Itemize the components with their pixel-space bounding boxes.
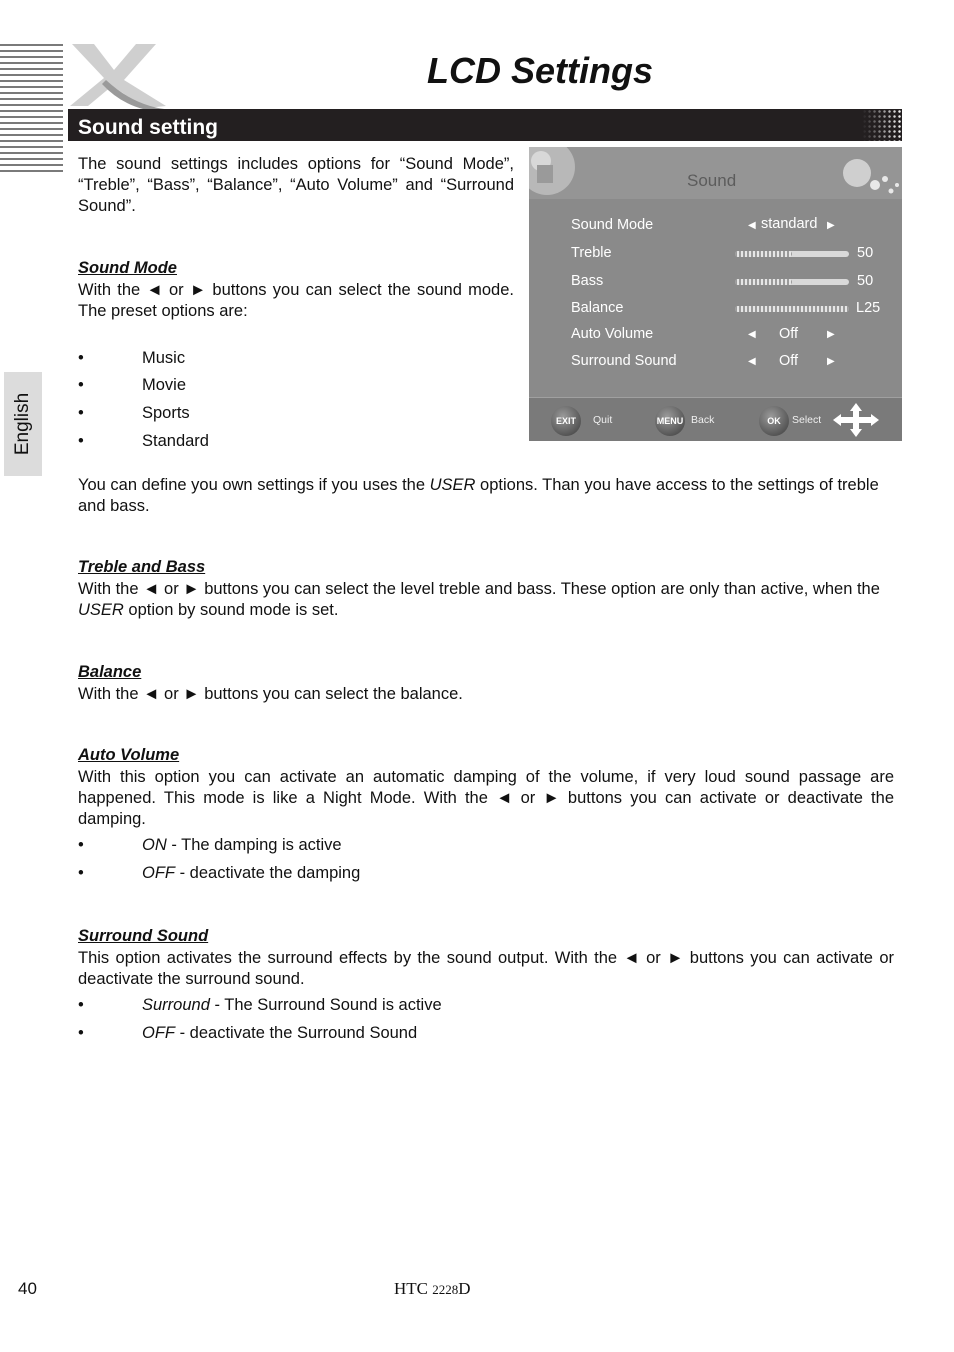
language-label: English bbox=[12, 392, 33, 456]
arrow-left-icon: ◀ bbox=[748, 329, 756, 340]
header-stripes bbox=[0, 44, 63, 172]
surround-heading: Surround Sound bbox=[78, 927, 209, 945]
list-item: • Sports bbox=[78, 404, 190, 422]
ok-button[interactable]: OK bbox=[759, 406, 789, 436]
intro-text: The sound settings includes options for “Sound Mode”, “Treble”, “Bass”, “Balance”, “Auto Volume” and “Surround Sound”. bbox=[78, 155, 514, 215]
sound-mode-text: With the ◄ or ► buttons you can select the sound mode. The preset options are: bbox=[78, 281, 514, 320]
section-title: Sound setting bbox=[78, 116, 218, 139]
balance-slider bbox=[735, 306, 849, 312]
model-name: HTC 2228D bbox=[394, 1279, 471, 1298]
arrow-left-icon: ◀ bbox=[748, 356, 756, 367]
osd-row-auto-volume: Auto Volume bbox=[571, 326, 654, 342]
list-item: • Standard bbox=[78, 432, 209, 450]
sound-mode-heading: Sound Mode bbox=[78, 259, 177, 277]
list-item: • Music bbox=[78, 349, 186, 367]
navigation-arrows-icon bbox=[831, 402, 881, 438]
osd-row-bass: Bass bbox=[571, 273, 604, 289]
brand-x-logo bbox=[66, 40, 176, 112]
sound-mode-option: Standard bbox=[142, 432, 209, 450]
sound-menu-screenshot bbox=[529, 147, 902, 441]
treble-slider bbox=[735, 251, 849, 257]
page-title: LCD Settings bbox=[426, 50, 653, 91]
sound-mode-option: Sports bbox=[142, 404, 190, 422]
arrow-right-icon: ▶ bbox=[827, 329, 835, 340]
sound-mode-option: Movie bbox=[142, 376, 187, 394]
arrow-left-icon: ◀ bbox=[748, 220, 756, 231]
osd-row-treble: Treble bbox=[571, 245, 612, 261]
list-item: • Surround - The Surround Sound is active bbox=[78, 996, 442, 1014]
arrow-right-icon: ▶ bbox=[827, 220, 835, 231]
sound-mode-option: Music bbox=[142, 349, 186, 367]
osd-value-treble: 50 bbox=[857, 245, 874, 261]
page-number: 40 bbox=[18, 1279, 37, 1298]
treble-bass-text: With the ◄ or ► buttons you can select the level treble and bass. These option are only than active, when the USER option by sound mode is set. bbox=[78, 580, 880, 619]
bubbles-icon bbox=[839, 155, 902, 199]
list-item: • OFF - deactivate the Surround Sound bbox=[78, 1024, 418, 1042]
osd-row-sound-mode: Sound Mode bbox=[571, 217, 654, 233]
menu-button[interactable]: MENU bbox=[655, 406, 685, 436]
osd-title: Sound bbox=[687, 171, 737, 190]
list-item: • Movie bbox=[78, 376, 187, 394]
language-tab bbox=[4, 372, 42, 476]
auto-volume-heading: Auto Volume bbox=[78, 746, 180, 764]
osd-value-sound-mode: standard bbox=[761, 216, 818, 232]
balance-text: With the ◄ or ► buttons you can select the balance. bbox=[78, 685, 463, 703]
auto-volume-text: With this option you can activate an automatic damping of the volume, if very loud sound passage are happened. This mode is like a Night Mode. With the ◄ or ► buttons you can activate or deactivate the damping. bbox=[78, 768, 894, 828]
osd-value-surround: Off bbox=[779, 353, 799, 369]
speaker-icon bbox=[529, 147, 579, 199]
bass-slider bbox=[735, 279, 849, 285]
user-settings-text: You can define you own settings if you uses the USER options. Than you have access to the settings of treble and bass. bbox=[78, 476, 879, 515]
surround-text: This option activates the surround effects by the sound output. With the ◄ or ► buttons you can activate or deactivate the surround sound. bbox=[78, 949, 894, 988]
treble-bass-heading: Treble and Bass bbox=[78, 558, 206, 576]
arrow-right-icon: ▶ bbox=[827, 356, 835, 367]
ok-label: Select bbox=[792, 414, 822, 426]
list-item: • ON - The damping is active bbox=[78, 836, 342, 854]
osd-row-surround: Surround Sound bbox=[571, 353, 677, 369]
list-item: • OFF - deactivate the damping bbox=[78, 864, 361, 882]
osd-value-bass: 50 bbox=[857, 273, 874, 289]
osd-button-bar bbox=[529, 397, 902, 441]
balance-heading: Balance bbox=[78, 663, 142, 681]
exit-label: Quit bbox=[593, 414, 613, 426]
osd-value-auto-volume: Off bbox=[779, 326, 799, 342]
menu-label: Back bbox=[691, 414, 715, 426]
osd-value-balance: L25 bbox=[856, 300, 881, 316]
exit-button[interactable]: EXIT bbox=[551, 406, 581, 436]
osd-row-balance: Balance bbox=[571, 300, 624, 316]
